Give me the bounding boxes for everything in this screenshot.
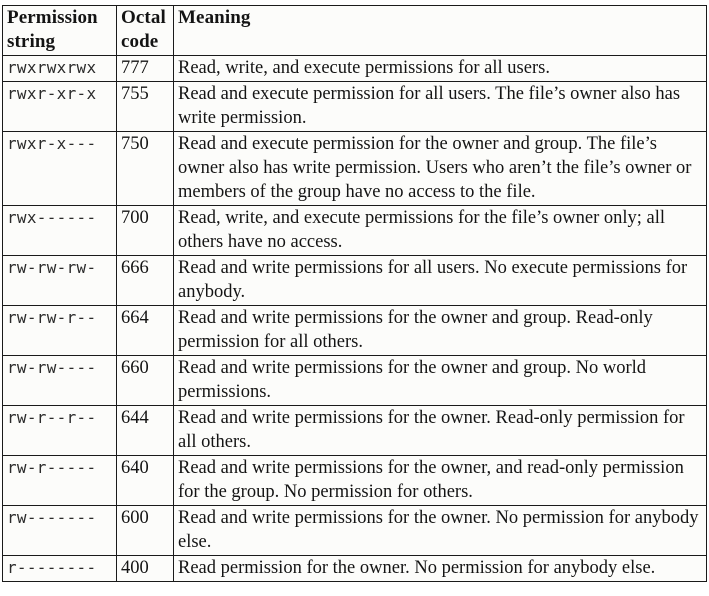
octal-code-cell: 664 (117, 306, 174, 356)
table-header (3, 6, 707, 56)
table-row (3, 256, 707, 306)
table-row (3, 506, 707, 556)
octal-code-cell: 644 (117, 406, 174, 456)
octal-code-cell: 700 (117, 206, 174, 256)
header-permission-string: Permission string (3, 6, 117, 56)
octal-code-cell: 755 (117, 82, 174, 132)
octal-code-cell: 640 (117, 456, 174, 506)
meaning-cell: Read and write permissions for the owner and group. No world permissions. (174, 356, 707, 406)
header-octal-code: Octal code (117, 6, 174, 56)
table-row (3, 132, 707, 206)
table-row (3, 356, 707, 406)
table-body (3, 56, 707, 582)
permission-string-cell: r-------- (3, 556, 117, 582)
meaning-cell: Read and write permissions for the owner and group. Read-only permission for all others. (174, 306, 707, 356)
permission-string-cell: rwxr-xr-x (3, 82, 117, 132)
octal-code-cell: 750 (117, 132, 174, 206)
table-row (3, 456, 707, 506)
meaning-cell: Read permission for the owner. No permission for anybody else. (174, 556, 707, 582)
permission-string-cell: rw-rw-r-- (3, 306, 117, 356)
table-row (3, 82, 707, 132)
meaning-cell: Read and write permissions for the owner, and read-only permission for the group. No permission for others. (174, 456, 707, 506)
permission-string-cell: rw-r----- (3, 456, 117, 506)
meaning-cell: Read and write permissions for the owner. No permission for anybody else. (174, 506, 707, 556)
table-row (3, 206, 707, 256)
permission-string-cell: rwx------ (3, 206, 117, 256)
permissions-table (2, 5, 707, 582)
permission-string-cell: rwxrwxrwx (3, 56, 117, 82)
octal-code-cell: 600 (117, 506, 174, 556)
permission-string-cell: rw-r--r-- (3, 406, 117, 456)
table-row (3, 556, 707, 582)
table-row (3, 406, 707, 456)
meaning-cell: Read, write, and execute permissions for the file’s owner only; all others have no access. (174, 206, 707, 256)
permission-string-cell: rw-rw-rw- (3, 256, 117, 306)
meaning-cell: Read and write permissions for the owner. Read-only permission for all others. (174, 406, 707, 456)
meaning-cell: Read and execute permission for the owner and group. The file’s owner also has write permission. Users who aren’t the file’s owner or members of the group have no access to the file. (174, 132, 707, 206)
octal-code-cell: 660 (117, 356, 174, 406)
header-meaning: Meaning (174, 6, 707, 56)
meaning-cell: Read and execute permission for all users. The file’s owner also has write permission. (174, 82, 707, 132)
octal-code-cell: 777 (117, 56, 174, 82)
permission-string-cell: rwxr-x--- (3, 132, 117, 206)
octal-code-cell: 666 (117, 256, 174, 306)
permission-string-cell: rw-rw---- (3, 356, 117, 406)
header-row (3, 6, 707, 56)
table-row (3, 56, 707, 82)
meaning-cell: Read, write, and execute permissions for all users. (174, 56, 707, 82)
table-row (3, 306, 707, 356)
meaning-cell: Read and write permissions for all users. No execute permissions for anybody. (174, 256, 707, 306)
octal-code-cell: 400 (117, 556, 174, 582)
permission-string-cell: rw------- (3, 506, 117, 556)
